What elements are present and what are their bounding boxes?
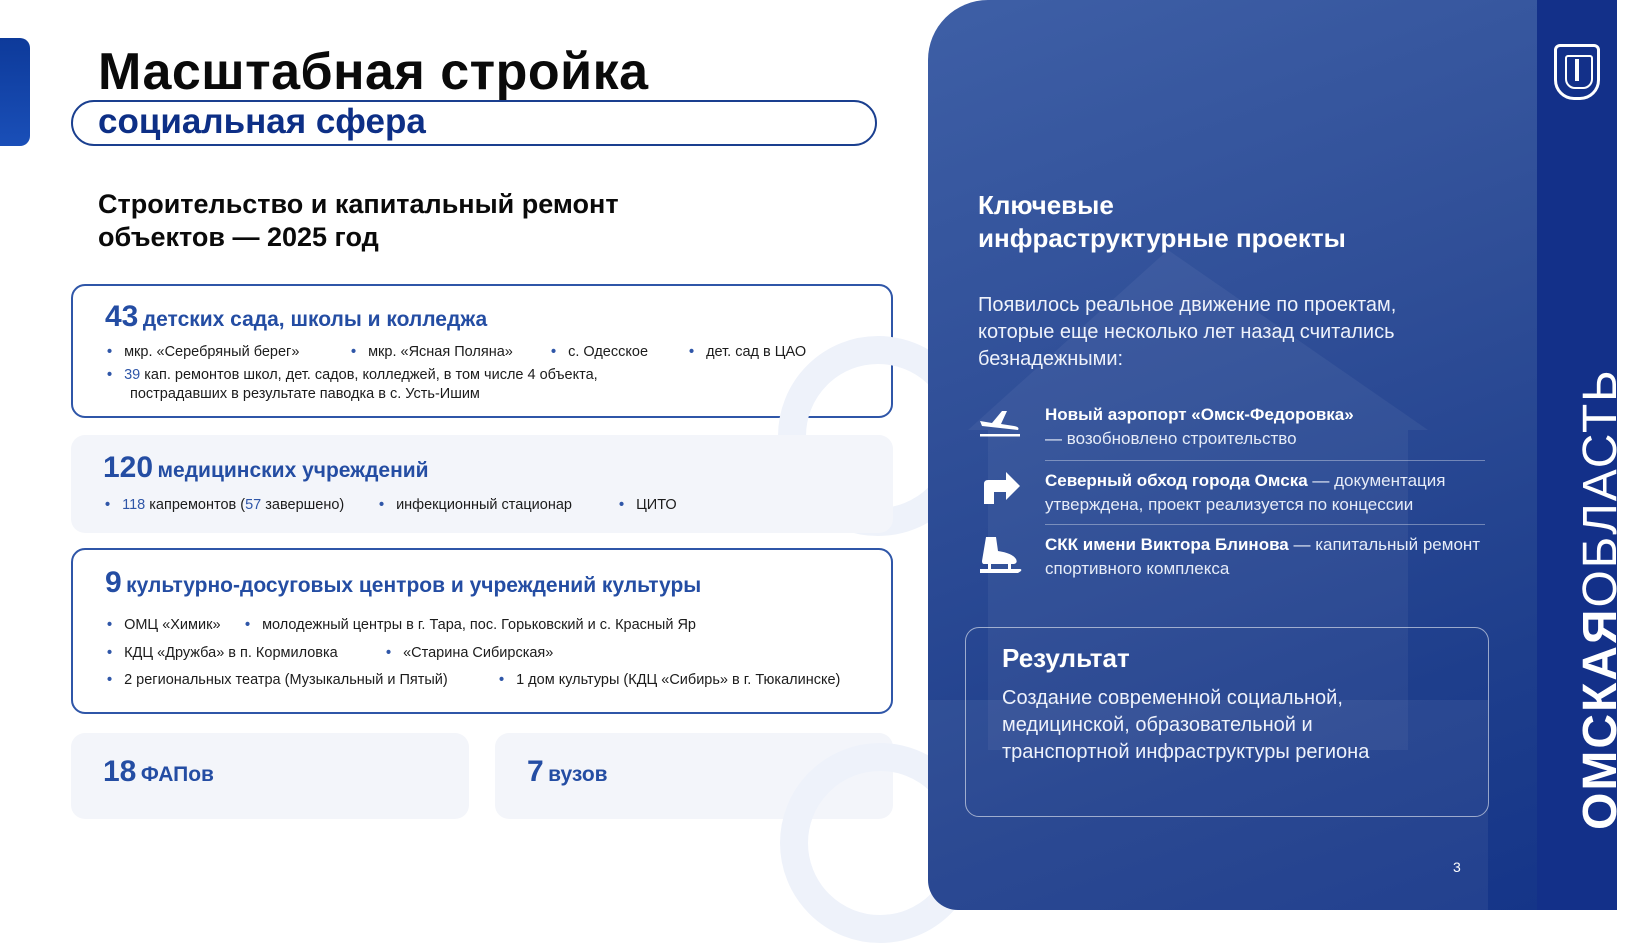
list-item-cont: пострадавших в результате паводка в с. Усть-Ишим — [130, 386, 480, 402]
card-stat — [103, 451, 429, 485]
stat-number: 43 — [105, 300, 139, 333]
section-heading-line1: Строительство и капитальный ремонт — [98, 189, 619, 219]
right-heading — [978, 189, 1346, 255]
card-kindergartens-schools — [71, 284, 893, 418]
list-item: • 39 кап. ремонтов школ, дет. садов, колледжей, в том числе 4 объекта, — [107, 367, 598, 383]
card-stat — [103, 755, 214, 789]
section-heading-line2: объектов — 2025 год — [98, 222, 379, 252]
card-stat — [105, 566, 701, 600]
road-turn-icon — [978, 470, 1022, 512]
right-intro: Появилось реальное движение по проектам, которые еще несколько лет назад считались безнадежными: — [978, 294, 1397, 370]
divider — [1045, 524, 1485, 525]
card-stat — [527, 755, 608, 789]
card-culture — [71, 548, 893, 714]
card-fap — [71, 733, 469, 819]
project-skk: СКК имени Виктора Блинова — капитальный ремонт спортивного комплекса — [1045, 535, 1481, 578]
list-item: • ОМЦ «Химик» — [107, 617, 221, 633]
brand-vertical-text: ОМСКАЯОБЛАСТЬ — [1574, 368, 1627, 830]
stat-label: вузов — [548, 763, 608, 786]
stat-label: детских сада, школы и колледжа — [142, 308, 488, 331]
stat-number: 7 — [527, 755, 544, 788]
list-item: • КДЦ «Дружба» в п. Кормиловка — [107, 645, 338, 661]
card-universities — [495, 733, 893, 819]
stat-number: 9 — [105, 566, 122, 599]
page-number: 3 — [1453, 859, 1461, 875]
right-heading-line2: инфраструктурные проекты — [978, 223, 1346, 253]
stat-label: ФАПов — [140, 763, 214, 786]
divider — [1045, 460, 1485, 461]
stat-number: 120 — [103, 451, 154, 484]
ice-skate-icon — [978, 535, 1024, 581]
list-item: • 1 дом культуры (КДЦ «Сибирь» в г. Тюкалинске) — [499, 672, 841, 688]
page-subtitle: социальная сфера — [98, 102, 426, 141]
stat-label: медицинских учреждений — [157, 459, 429, 482]
stat-label: культурно-досуговых центров и учреждений культуры — [126, 574, 702, 597]
list-item: • дет. сад в ЦАО — [689, 344, 807, 360]
project-airport: Новый аэропорт «Омск-Федоровка» — возобновлено строительство — [1045, 405, 1354, 448]
result-heading: Результат — [1002, 643, 1130, 673]
card-stat — [105, 300, 487, 334]
list-item: • с. Одесское — [551, 344, 649, 360]
list-item: • молодежный центры в г. Тара, пос. Горьковский и с. Красный Яр — [245, 617, 696, 633]
list-item: • «Старина Сибирская» — [386, 645, 554, 661]
result-text: Создание современной социальной, медицинской, образовательной и транспортной инфраструктуры региона — [1002, 687, 1370, 763]
stat-number: 18 — [103, 755, 137, 788]
airplane-icon — [978, 405, 1022, 445]
section-heading — [98, 188, 619, 254]
coat-of-arms-icon — [1554, 44, 1600, 100]
right-heading-line1: Ключевые — [978, 190, 1114, 220]
project-bypass: Северный обход города Омска — документация утверждена, проект реализуется по концессии — [1045, 471, 1446, 514]
list-item: • ЦИТО — [619, 497, 677, 513]
list-item: • 118 капремонтов (57 завершено) — [105, 497, 345, 513]
list-item: • 2 региональных театра (Музыкальный и Пятый) — [107, 672, 448, 688]
list-item: • мкр. «Серебряный берег» — [107, 344, 300, 360]
list-item: • мкр. «Ясная Поляна» — [351, 344, 513, 360]
page-title: Масштабная стройка — [98, 43, 649, 101]
left-accent-tab — [0, 38, 30, 146]
list-item: • инфекционный стационар — [379, 497, 572, 513]
card-medical — [71, 435, 893, 533]
